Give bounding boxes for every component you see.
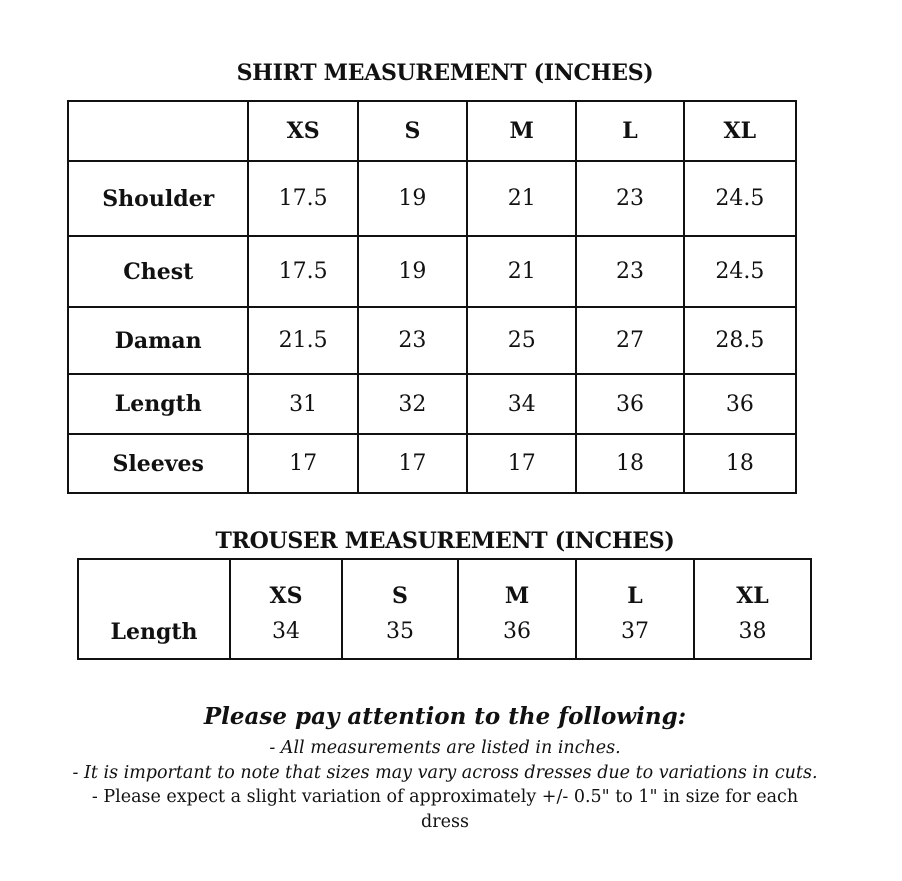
shirt-size-table: [67, 100, 797, 494]
trouser-measurement-title: TROUSER MEASUREMENT (INCHES): [215, 528, 675, 554]
trouser-header-row: [78, 559, 811, 609]
trouser-size-header: XS: [230, 559, 342, 609]
shirt-size-header: L: [576, 101, 683, 161]
measurement-cell: 17.5: [248, 161, 357, 236]
trouser-size-header: M: [458, 559, 576, 609]
notes-body: [0, 736, 890, 834]
measurement-cell: 23: [576, 161, 683, 236]
trouser-size-header: L: [576, 559, 694, 609]
row-label: Sleeves: [68, 434, 248, 493]
shirt-row-daman: [68, 307, 796, 374]
trouser-row-length: [78, 609, 811, 659]
measurement-cell: 31: [248, 374, 357, 434]
measurement-cell: 21: [467, 161, 576, 236]
measurement-cell: 34: [230, 609, 342, 659]
measurement-cell: 28.5: [684, 307, 796, 374]
shirt-size-header: XS: [248, 101, 357, 161]
shirt-size-header: XL: [684, 101, 796, 161]
shirt-measurement-title: SHIRT MEASUREMENT (INCHES): [236, 60, 654, 86]
notes-heading: Please pay attention to the following:: [203, 703, 687, 730]
measurement-cell: 18: [684, 434, 796, 493]
note-line: - It is important to note that sizes may vary across dresses due to variations in cuts.: [72, 762, 818, 783]
measurement-cell: 36: [458, 609, 576, 659]
row-label: Shoulder: [68, 161, 248, 236]
shirt-size-header: S: [358, 101, 467, 161]
measurement-cell: 17: [467, 434, 576, 493]
measurement-cell: 17: [248, 434, 357, 493]
row-label: Daman: [68, 307, 248, 374]
trouser-size-header: XL: [694, 559, 811, 609]
note-line: - All measurements are listed in inches.: [269, 738, 621, 758]
shirt-row-length: [68, 374, 796, 434]
shirt-corner-cell: [68, 101, 248, 161]
measurement-cell: 36: [684, 374, 796, 434]
measurement-cell: 19: [358, 236, 467, 307]
row-label: Chest: [68, 236, 248, 307]
measurement-cell: 23: [358, 307, 467, 374]
measurement-cell: 38: [694, 609, 811, 659]
row-label: Length: [68, 374, 248, 434]
trouser-size-header: S: [342, 559, 458, 609]
measurement-cell: 17.5: [248, 236, 357, 307]
measurement-cell: 21.5: [248, 307, 357, 374]
shirt-row-chest: [68, 236, 796, 307]
measurement-cell: 19: [358, 161, 467, 236]
measurement-cell: 17: [358, 434, 467, 493]
shirt-row-shoulder: [68, 161, 796, 236]
measurement-cell: 18: [576, 434, 683, 493]
note-line: dress: [421, 811, 469, 832]
measurement-cell: 24.5: [684, 236, 796, 307]
measurement-cell: 27: [576, 307, 683, 374]
measurement-cell: 37: [576, 609, 694, 659]
row-label: Length: [78, 609, 230, 659]
note-line: - Please expect a slight variation of approximately +/- 0.5" to 1" in size for each: [91, 787, 799, 807]
shirt-row-sleeves: [68, 434, 796, 493]
measurement-cell: 36: [576, 374, 683, 434]
measurement-cell: 25: [467, 307, 576, 374]
measurement-cell: 34: [467, 374, 576, 434]
trouser-size-table: [77, 558, 812, 660]
measurement-cell: 23: [576, 236, 683, 307]
measurement-cell: 21: [467, 236, 576, 307]
trouser-corner-cell: [78, 559, 230, 609]
measurement-cell: 35: [342, 609, 458, 659]
measurement-cell: 24.5: [684, 161, 796, 236]
measurement-cell: 32: [358, 374, 467, 434]
shirt-header-row: [68, 101, 796, 161]
shirt-size-header: M: [467, 101, 576, 161]
